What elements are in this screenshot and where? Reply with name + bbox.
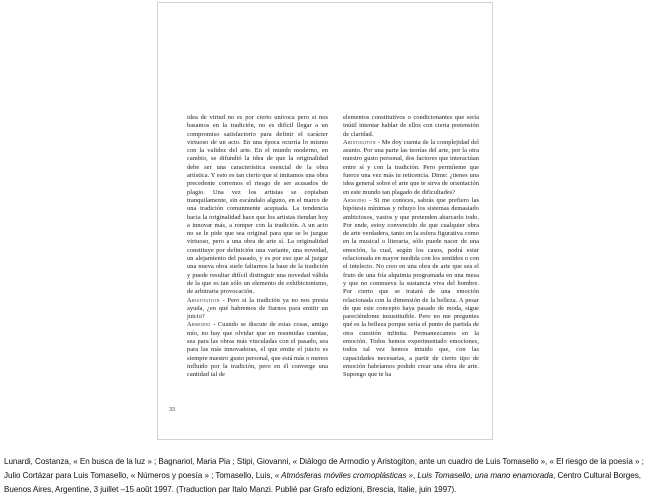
paragraph-text: - Pero si la tradición ya no nos presta ayuda, ¿en qué habremos de fiarnos para emitir un juicio?	[187, 296, 328, 321]
text-column-left	[187, 114, 328, 380]
paragraph-text: elementos constitutivos o condicionantes que sería inútil intentar hablar de ellos con cierta pretensión de claridad.	[343, 114, 479, 138]
paragraph	[187, 297, 328, 322]
paragraph	[343, 114, 479, 139]
paragraph-text: - Cuando se discute de estas cosas, amigo mío, no hay que olvidar que en resumidas cuentas, sea para las obras más vinculadas con el pasado, sea para las más innovadoras, el que emite el juicio es siempre nuestro gusto personal, que está más o menos influido por la tradición, pero en él converge una cantidad tal de	[187, 321, 328, 379]
paragraph	[187, 114, 328, 297]
caption-text: Lunardi, Costanza, « En busca de la luz » ; Bagnariol, Maria Pia ; Stipi, Giovanni, « Diálogo de Armodio y Aristogiton, ante un cuadro de Luis Tomasello », « El riesgo de la poesía » ; Julio Cortázar para Luis Tomasello, « Números y poesía » ; Tomasello, Luis,	[4, 457, 644, 480]
speaker-name: Armodio	[343, 196, 367, 204]
caption-italic-title: Luis Tomasello, una mano enamorada	[417, 471, 554, 480]
paragraph	[343, 139, 479, 197]
speaker-name: Aristogiton	[343, 138, 376, 146]
caption-text: , Centro Cultural Borges, Buenos Aires, Argentine, 3 juillet –15 août 1997. (Traduction par Italo Manzi. Publié par Grafo edizioni, Brescia, Italie, juin 1997).	[4, 471, 641, 494]
paragraph-text: - Si me conoces, sabrás que prefiero las hipótesis mínimas y rehuyo los sistemas demasiado ambiciosos, vastos y que pretenden abarcarlo todo. Por ende, estoy convencido de que cualquier obra de arte verdadera, tanto en la esfera figurativa como en la musical o literaria, sólo puede nacer de una emoción, la cual, según los casos, podrá estar relacionada en mayor medida con los sentidos o con el intelecto. No creo en una obra de arte que sea el fruto de una fría alquimia programada en una mesa y que no conmueva la sustancia viva del hombre. Por cierto que se tratará de una emoción relacionada con la dimensión de la belleza. A pesar de que este concepto haya pasado de moda, sigue pareciéndome insustituible. Pero no me preguntes qué es la belleza porque sería el punto de partida de otra cuestión infinita. Permanezcamos en la emoción. Todos hemos experimentado emociones, todos tal vez hemos intuido que, con las capacidades necesarias, a partir de cierto tipo de emoción habríamos podido crear una obra de arte. Supongo que te ha	[343, 196, 479, 379]
caption-italic-title: « Atmósferas móviles cromoplásticas »	[274, 471, 413, 480]
caption-text: ,	[412, 471, 418, 480]
page-number: 33	[169, 407, 175, 413]
text-column-right	[343, 114, 479, 380]
paragraph	[343, 197, 479, 380]
paragraph-text: - Me doy cuenta de la complejidad del asunto. Por una parte las teorías del arte, por la otra nuestro gusto personal, dos factores que interactúan entre sí y con la tradición. Pero permíteme que fuerce una vez más tu reticencia. Dime: ¿tienes una idea general sobre el arte que te sirva de orientación en este mundo tan plagado de dificultades?	[343, 138, 479, 196]
image-caption	[4, 455, 649, 497]
paragraph	[187, 321, 328, 379]
paragraph-text: idea de virtud no es por cierto unívoca pero si nos basamos en la tradición, no es difícil llegar a un compromiso satisfactorio para definir el carácter virtuoso de un acto. En una época ocurría lo mismo con la validez del arte. En el mundo moderno, en cambio, se difundió la idea de que la originalidad debe ser una característica esencial de la obra artística. Y esto es tan cierto que si imitamos una obra precedente corremos el riesgo de ser acusados de plagio. Una vez los artistas se copiaban tranquilamente, sin escándalo alguno, en el marco de una tradición comunmente aceptada. La tendencia hacia la originalidad hace que los artistas tiendan hoy a innovar más, a romper con la tradición. A un acto no se le pide que sea original para que se lo juzgue virtuoso, pero a una obra de arte sí. La originalidad constituye por definición una variante, una novedad, un alejamiento del pasado, y es por eso que al juzgar una nueva obra suele faltarnos la base de la tradición y puede resultar difícil distinguir una novedad válida de la que es tan sólo un elemento de exhibicionismo, de arbitraria provocación.	[187, 114, 328, 296]
document-page	[157, 2, 493, 440]
speaker-name: Aristogiton	[187, 296, 220, 304]
speaker-name: Armodio	[187, 321, 211, 329]
